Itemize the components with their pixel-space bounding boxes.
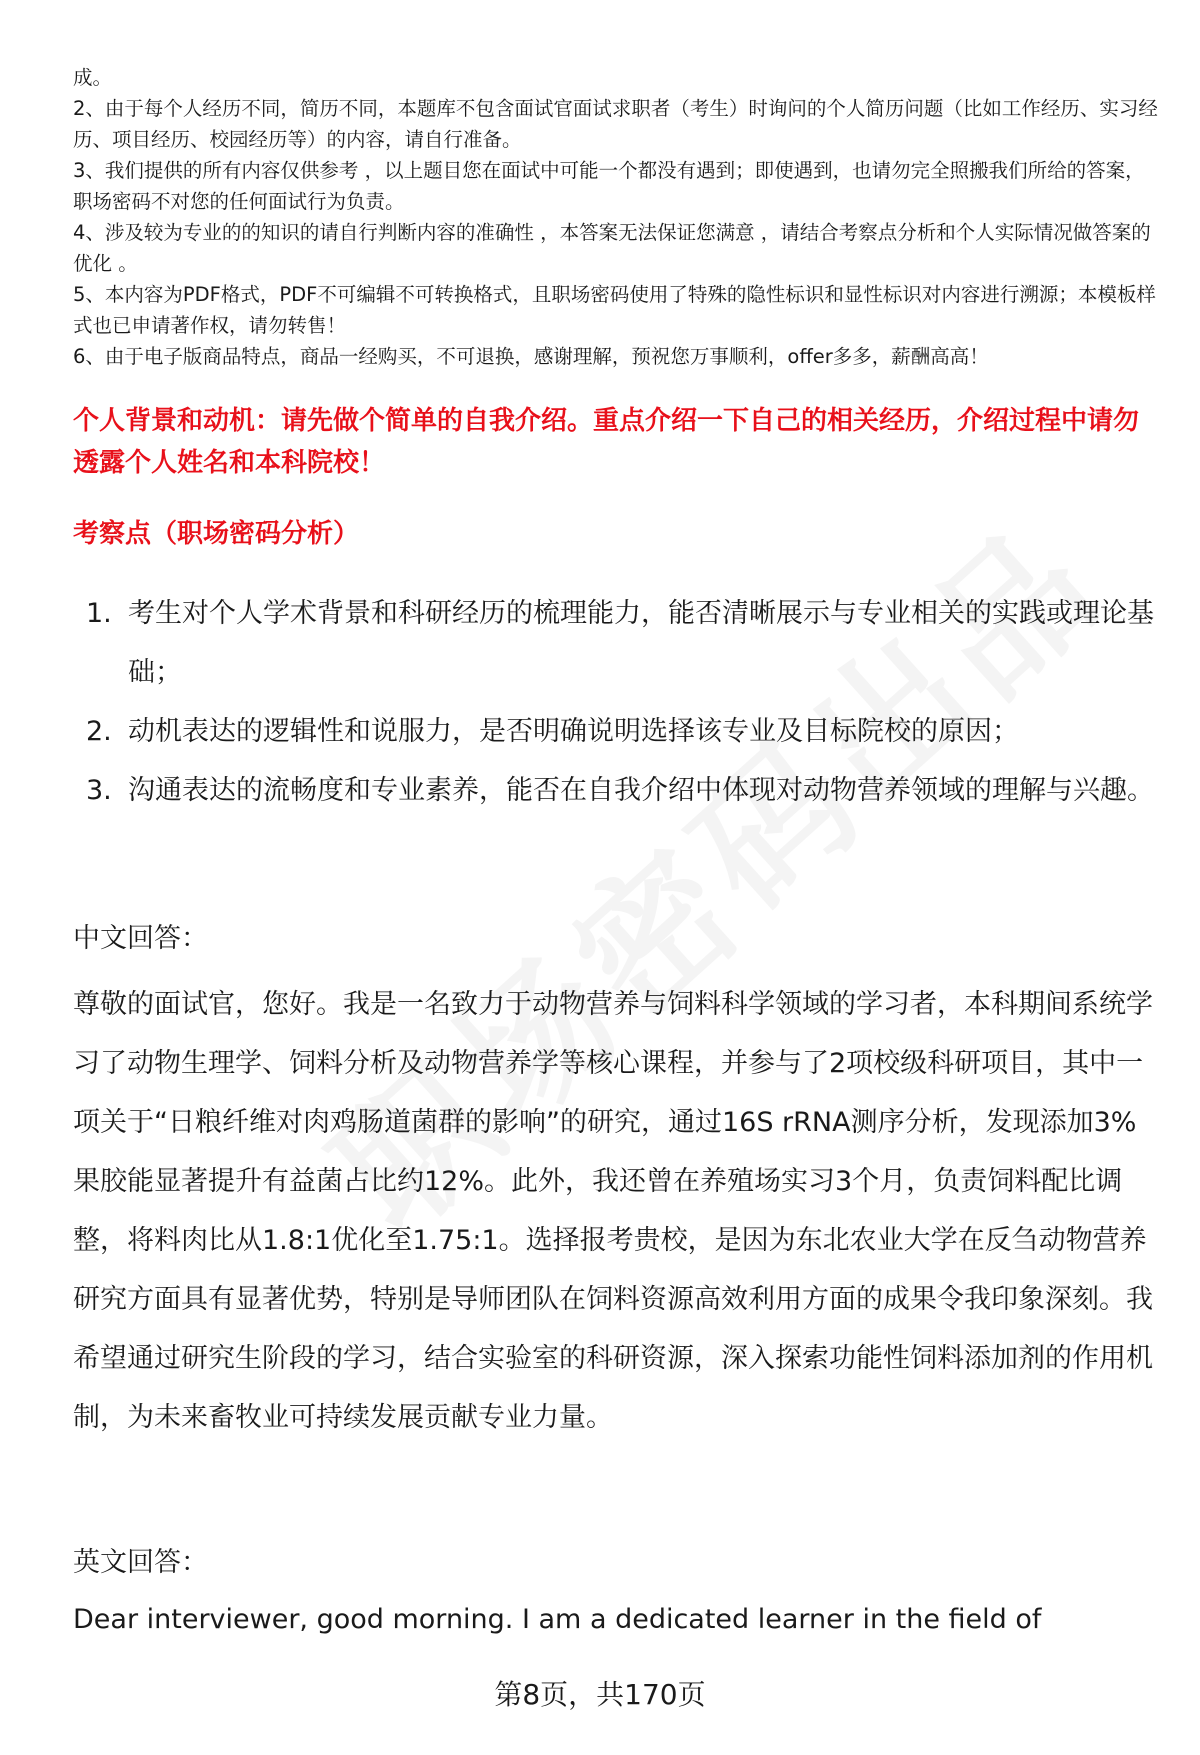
key-point-text: 沟通表达的流畅度和专业素养，能否在自我介绍中体现对动物营养领域的理解与兴趣。 bbox=[128, 775, 1154, 806]
key-point-text: 考生对个人学术背景和科研经历的梳理能力，能否清晰展示与专业相关的实践或理论基础； bbox=[128, 598, 1154, 688]
key-point-number: 2. bbox=[86, 716, 112, 747]
chinese-answer-text: 尊敬的面试官，您好。我是一名致力于动物营养与饲料科学领域的学习者，本科期间系统学习了动物生理学、饲料分析及动物营养学等核心课程，并参与了2项校级科研项目，其中一项关于“日粮纤维对肉鸡肠道菌群的影响”的研究，通过16S rRNA测序分析，发现添加3%果胶能显著提升有益菌占比约12%。此外，我还曾在养殖场实习3个月，负责饲料配比调整，将料肉比从1.8:1优化至1.75:1。选择报考贵校，是因为东北农业大学在反刍动物营养研究方面具有显著优势，特别是导师团队在饲料资源高效利用方面的成果令我印象深刻。我希望通过研究生阶段的学习，结合实验室的科研资源，深入探索功能性饲料添加剂的作用机制，为未来畜牧业可持续发展贡献专业力量。 bbox=[73, 989, 1153, 1433]
english-answer-text: Dear interviewer, good morning. I am a dedicated learner in the field of bbox=[73, 1604, 1042, 1635]
key-point-number: 1. bbox=[86, 598, 112, 629]
notice-item: 成。 bbox=[73, 66, 113, 89]
notice-item: 3、我们提供的所有内容仅供参考 ，以上题目您在面试中可能一个都没有遇到；即使遇到，也请勿完全照搬我们所给的答案，职场密码不对您的任何面试行为负责。 bbox=[73, 159, 1145, 213]
question-title: 个人背景和动机：请先做个简单的自我介绍。重点介绍一下自己的相关经历，介绍过程中请勿透露个人姓名和本科院校！ bbox=[73, 406, 1140, 478]
notice-item: 4、涉及较为专业的的知识的请自行判断内容的准确性 ，本答案无法保证您满意 ，请结合考察点分析和个人实际情况做答案的优化 。 bbox=[73, 221, 1151, 275]
notice-list bbox=[73, 62, 1163, 372]
notice-item: 5、本内容为PDF格式，PDF不可编辑不可转换格式，且职场密码使用了特殊的隐性标识和显性标识对内容进行溯源；本模板样式也已申请著作权，请勿转售！ bbox=[73, 283, 1156, 337]
page-number: 第8页，共170页 bbox=[494, 1678, 706, 1711]
notice-item: 6、由于电子版商品特点，商品一经购买，不可退换，感谢理解，预祝您万事顺利，offer多多，薪酬高高！ bbox=[73, 345, 989, 368]
key-point-number: 3. bbox=[86, 775, 112, 806]
key-point-item bbox=[73, 761, 1163, 820]
key-point-item bbox=[73, 702, 1163, 761]
key-points-list bbox=[73, 584, 1163, 820]
key-point-item bbox=[73, 584, 1163, 702]
key-points-title: 考察点（职场密码分析） bbox=[73, 519, 360, 549]
key-point-text: 动机表达的逻辑性和说服力，是否明确说明选择该专业及目标院校的原因； bbox=[128, 716, 1019, 747]
chinese-answer-label: 中文回答： bbox=[73, 923, 208, 954]
notice-item: 2、由于每个人经历不同，简历不同，本题库不包含面试官面试求职者（考生）时询问的个人简历问题（比如工作经历、实习经历、项目经历、校园经历等）的内容，请自行准备。 bbox=[73, 97, 1158, 151]
english-answer-label: 英文回答： bbox=[73, 1547, 208, 1578]
